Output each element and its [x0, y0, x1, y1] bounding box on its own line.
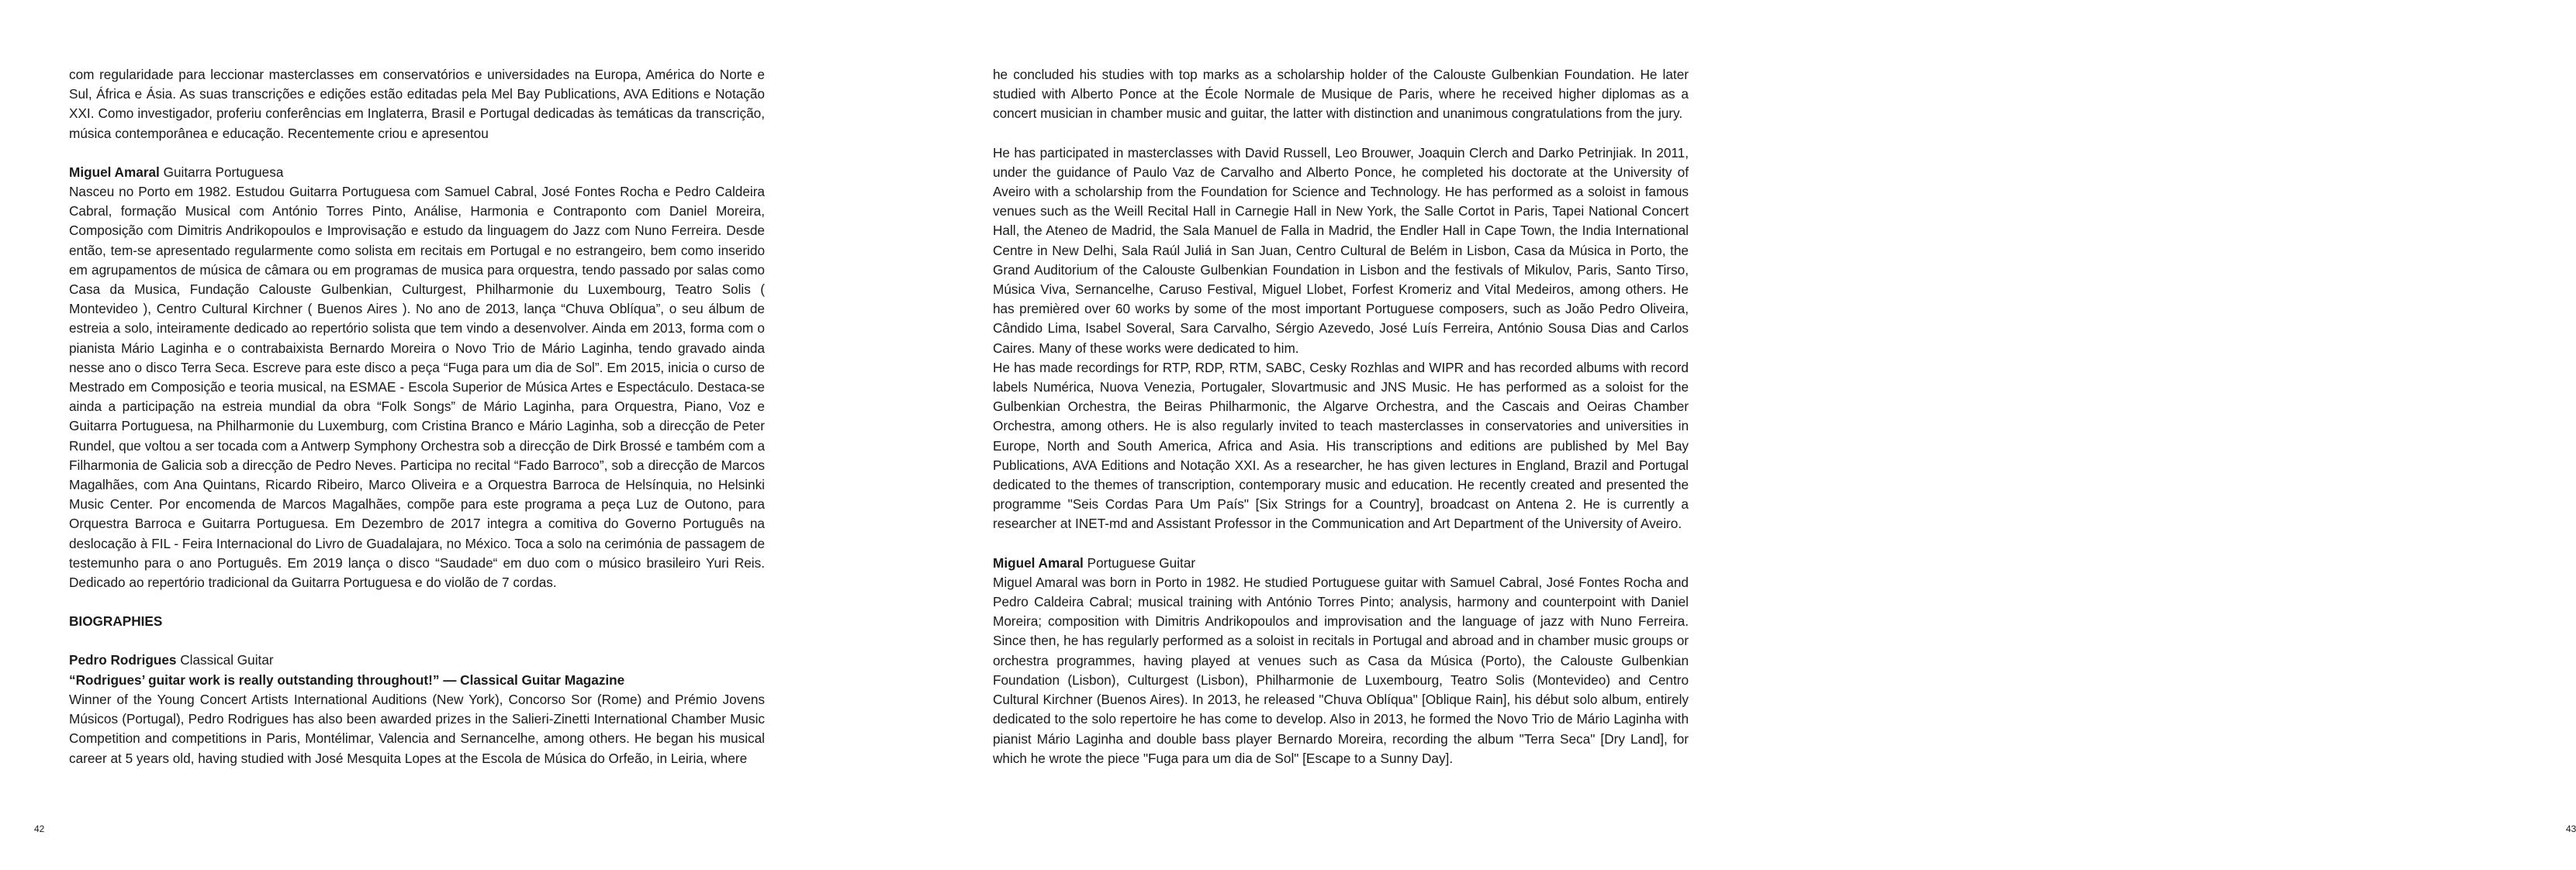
page-number-right: 43: [2566, 823, 2576, 834]
page-number-left: 42: [34, 823, 45, 834]
intro-paragraph: com regularidade para leccionar masterclasses em conservatórios e universidades na Europa, América do Norte e Sul, África e Ásia. As suas transcrições e edições estão editadas pela Mel Bay Publications, AVA Editions e Notação XXI. Como investigador, proferiu conferências em Inglaterra, Brasil e Portugal dedicadas às temáticas da transcrição, música contemporânea e educação. Recentemente criou e apresentou: [69, 67, 765, 141]
pedro-bio-1: Winner of the Young Concert Artists International Auditions (New York), Concorso Sor (Rome) and Prémio Jovens Músicos (Portugal), Pedro Rodrigues has also been awarded prizes in the Salieri-Zinetti International Chamber Music Competition and competitions in Paris, Montélimar, Valencia and Sernancelhe, among others. He began his musical career at 5 years old, having studied with José Mesquita Lopes at the Escola de Música do Orfeão, in Leiria, where: [69, 691, 765, 766]
biographies-heading: BIOGRAPHIES: [69, 613, 163, 630]
miguel-heading-en: [993, 554, 1689, 573]
miguel-bio-pt: Nasceu no Porto em 1982. Estudou Guitarra Portuguesa com Samuel Cabral, José Fontes Rocha e Pedro Caldeira Cabral, formação Musical com António Torres Pinto, Análise, Harmonia e Contraponto com Daniel Moreira, Composição com Dimitris Andrikopoulos e Improvisação e estudo da linguagem do Jazz com Nuno Ferreira. Desde então, tem-se apresentado regularmente como solista em recitais em Portugal e no estrangeiro, bem como inserido em agrupamentos de música de câmara ou em programas de musica para orquestra, tendo passado por salas como Casa da Musica, Fundação Calouste Gulbenkian, Culturgest, Philharmonie du Luxembourg, Teatro Solis ( Montevideo ), Centro Cultural Kirchner ( Buenos Aires ). No ano de 2013, lança “Chuva Oblíqua”, o seu álbum de estreia a solo, inteiramente dedicado ao repertório solista que tem vindo a desenvolver. Ainda em 2013, forma com o pianista Mário Laginha e o contrabaixista Bernardo Moreira o Novo Trio de Mário Laginha, tendo gravado ainda nesse ano o disco Terra Seca. Escreve para este disco a peça “Fuga para um dia de Sol”. Em 2015, inicia o curso de Mestrado em Composição e teoria musical, na ESMAE - Escola Superior de Música Artes e Espectáculo. Destaca-se ainda a participação na estreia mundial da obra “Folk Songs” de Mário Laginha, para Orquestra, Piano, Voz e Guitarra Portuguesa, na Philharmonie du Luxemburg, com Cristina Branco e Mário Laginha, sob a direcção de Peter Rundel, que voltou a ser tocada com a Antwerp Symphony Orchestra sob a direcção de Dirk Brossé e também com a Filharmonia de Galicia sob a direcção de Pedro Neves. Participa no recital “Fado Barroco”, sob a direcção de Marcos Magalhães, com Ana Quintans, Ricardo Ribeiro, Marco Oliveira e a Orquestra Barroca de Helsínquia, no Helsinki Music Center. Por encomenda de Marcos Magalhães, compõe para este programa a peça Luz de Outono, para Orquestra Barroca e Guitarra Portuguesa. Em Dezembro de 2017 integra a comitiva do Governo Português na deslocação à FIL - Feira Internacional do Livro de Guadalajara, no México. Toca a solo na cerimónia de passagem de testemunho para o ano Português. Em 2019 lança o disco “Saudade“ em duo com o músico brasileiro Yuri Reis. Dedicado ao repertório tradicional da Guitarra Portuguesa e do violão de 7 cordas.: [69, 184, 765, 591]
right-page: [870, 0, 2576, 870]
left-column: [69, 65, 765, 768]
pedro-bio-4: He has made recordings for RTP, RDP, RTM, SABC, Cesky Rozhlas and WIPR and has recorded albums with record labels Numérica, Nuova Venezia, Portugaler, Slovartmusic and JNS Music. He has performed as a soloist for the Gulbenkian Orchestra, the Beiras Philharmonic, the Algarve Orchestra, and the Cascais and Oeiras Chamber Orchestra, among others. He is also regularly invited to teach masterclasses in conservatories and universities in Europe, North and South America, Africa and Asia. His transcriptions and editions are published by Mel Bay Publications, AVA Editions and Notação XXI. As a researcher, he has given lectures in England, Brazil and Portugal dedicated to the themes of transcription, contemporary music and education. He recently created and presented the programme "Seis Cordas Para Um País" [Six Strings for a Country], broadcast on Antena 2. He is currently a researcher at INET-md and Assistant Professor in the Communication and Art Department of the University of Aveiro.: [993, 359, 1689, 532]
right-column: [993, 65, 1689, 768]
miguel-bio-en: Miguel Amaral was born in Porto in 1982. He studied Portuguese guitar with Samuel Cabral, José Fontes Rocha and Pedro Caldeira Cabral; musical training with António Torres Pinto; analysis, harmony and counterpoint with Daniel Moreira; composition with Dimitris Andrikopoulos and improvisation and the language of jazz with Nuno Ferreira. Since then, he has regularly performed as a soloist in recitals in Portugal and abroad and in chamber music groups or orchestra programmes, having played at venues such as Casa da Música (Porto), the Calouste Gulbenkian Foundation (Lisbon), Culturgest (Lisbon), Philharmonie de Luxembourg, Teatro Solis (Montevideo) and Centro Cultural Kirchner (Buenos Aires). In 2013, he released "Chuva Oblíqua" [Oblique Rain], his début solo album, entirely dedicated to the solo repertoire he has come to develop. Also in 2013, he formed the Novo Trio de Mário Laginha with pianist Mário Laginha and double bass player Bernardo Moreira, recording the album "Terra Seca" [Dry Land], for which he wrote the piece "Fuga para um dia de Sol" [Escape to a Sunny Day].: [993, 574, 1689, 766]
left-page: [0, 0, 870, 870]
pedro-bio-2: he concluded his studies with top marks as a scholarship holder of the Calouste Gulbenkian Foundation. He later studied with Alberto Ponce at the École Normale de Musique de Paris, where he received higher diplomas as a concert musician in chamber music and guitar, the latter with distinction and unanimous congratulations from the jury.: [993, 67, 1689, 122]
miguel-instrument-pt: Guitarra Portuguesa: [163, 164, 284, 180]
miguel-name-en: Miguel Amaral: [993, 554, 1084, 571]
miguel-heading-pt: [69, 163, 765, 182]
pedro-bio-3: He has participated in masterclasses with David Russell, Leo Brouwer, Joaquin Clerch and Darko Petrinjiak. In 2011, under the guidance of Paulo Vaz de Carvalho and Alberto Ponce, he completed his doctorate at the University of Aveiro with a scholarship from the Foundation for Science and Technology. He has performed as a soloist in famous venues such as the Weill Recital Hall in Carnegie Hall in New York, the Salle Cortot in Paris, Tapei National Concert Hall, the Ateneo de Madrid, the Sala Manuel de Falla in Madrid, the Endler Hall in Cape Town, the India International Centre in New Delhi, Sala Raúl Juliá in San Juan, Centro Cultural de Belém in Lisbon, Casa da Música in Porto, the Grand Auditorium of the Calouste Gulbenkian Foundation in Lisbon and the festivals of Mikulov, Paris, Santo Tirso, Música Viva, Sernancelhe, Caruso Festival, Miguel Llobet, Forfest Kromeriz and Vital Medeiros, among others. He has premièred over 60 works by some of the most important Portuguese composers, such as João Pedro Oliveira, Cândido Lima, Isabel Soveral, Sara Carvalho, Sérgio Azevedo, José Luís Ferreira, António Sousa Dias and Carlos Caires. Many of these works were dedicated to him.: [993, 144, 1689, 356]
pedro-instrument: Classical Guitar: [180, 652, 274, 668]
pedro-heading: [69, 651, 765, 670]
miguel-name-pt: Miguel Amaral: [69, 164, 160, 180]
miguel-instrument-en: Portuguese Guitar: [1087, 554, 1196, 571]
pedro-quote: “Rodrigues’ guitar work is really outstanding throughout!” — Classical Guitar Magazine: [69, 671, 625, 688]
pedro-name: Pedro Rodrigues: [69, 652, 177, 668]
